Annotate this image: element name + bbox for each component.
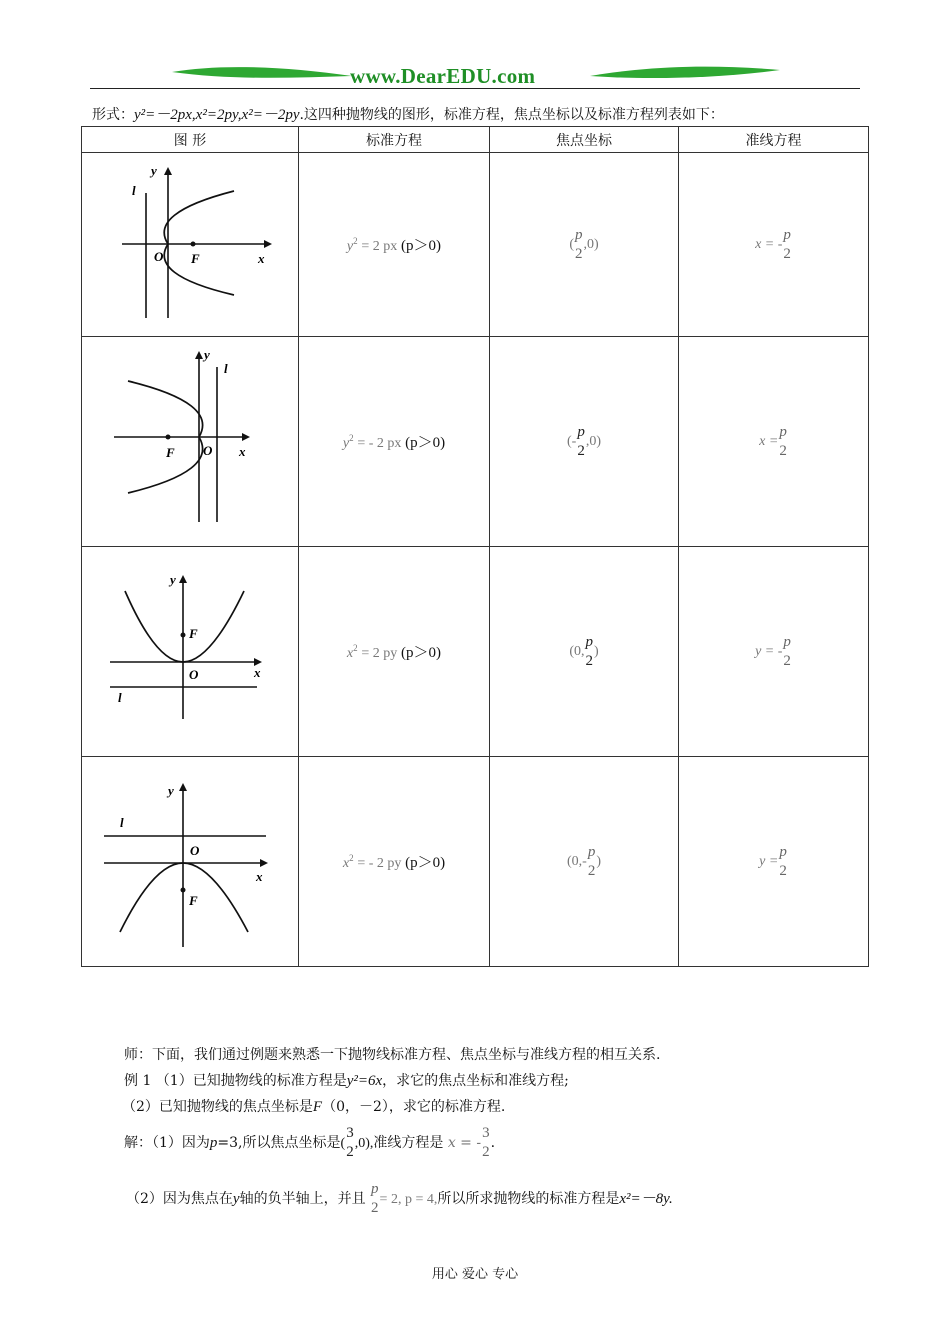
solution-2-line: （2）因为焦点在y轴的负半轴上，并且 p 2 = 2, p = 4,所以所求抛物线的标准方程是x²=－8y. xyxy=(126,1181,673,1216)
directrix-cell xyxy=(679,757,869,967)
eq-rhs: = 2 px xyxy=(361,239,398,254)
directrix-cell xyxy=(679,547,869,757)
solution-focus-fraction: 3 2 xyxy=(346,1125,354,1160)
parabola-graph-up xyxy=(82,547,298,756)
focus-tail: ) xyxy=(593,643,599,659)
x-label: x xyxy=(258,251,265,266)
header-directrix: 准线方程 xyxy=(679,127,869,153)
y-arrow-icon xyxy=(179,575,187,583)
eq-exp: 2 xyxy=(349,433,354,443)
focus-tail: ,0) xyxy=(585,433,601,449)
eq-cond: (p＞0) xyxy=(401,645,442,661)
dir-lhs: x = - xyxy=(755,236,783,252)
equation-cell xyxy=(299,153,490,337)
parabola-table xyxy=(81,126,869,967)
dir-lhs: y = xyxy=(759,853,779,869)
x-arrow-icon xyxy=(264,240,272,248)
table-row xyxy=(82,153,869,337)
directrix-cell xyxy=(679,153,869,337)
parabola-curve xyxy=(125,591,244,662)
focus-fraction: p 2 xyxy=(585,633,593,669)
focus-tail: ,0) xyxy=(583,236,599,252)
eq-rhs: = - 2 px xyxy=(357,436,402,451)
intro-suffix: .这四种抛物线的图形，标准方程，焦点坐标以及标准方程列表如下： xyxy=(299,107,724,123)
focus-label: F xyxy=(191,251,200,266)
header-equation: 标准方程 xyxy=(299,127,490,153)
eq-cond: (p＞0) xyxy=(405,855,446,871)
dir-fraction: p 2 xyxy=(779,423,787,459)
focus-open: (0, xyxy=(569,643,585,659)
focus-label: F xyxy=(166,445,175,460)
focus-cell xyxy=(489,337,678,547)
parabola-curve xyxy=(164,191,234,295)
directrix-label: l xyxy=(224,361,228,376)
parabola-curve xyxy=(120,863,248,932)
focus-tail: ) xyxy=(596,853,601,869)
focus-label: F xyxy=(189,893,198,908)
x-label: x xyxy=(239,444,246,459)
eq-exp: 2 xyxy=(353,643,358,653)
graph-cell xyxy=(82,337,299,547)
focus-fraction: p 2 xyxy=(577,423,585,459)
eq-cond: (p＞0) xyxy=(405,435,446,451)
graph-cell xyxy=(82,153,299,337)
directrix-cell xyxy=(679,337,869,547)
solution-1-line: 解：（1）因为p=3,所以焦点坐标是( 3 2 ,0),准线方程是 x = - 3 2 . xyxy=(124,1125,496,1160)
eq-exp: 2 xyxy=(353,236,358,246)
directrix-label: l xyxy=(118,690,122,705)
site-logo-text: www.DearEDU.com xyxy=(350,64,536,88)
equation-cell xyxy=(299,757,490,967)
x-label: x xyxy=(256,869,263,884)
eq-lhs: x xyxy=(346,646,354,661)
x-arrow-icon xyxy=(242,433,250,441)
parabola-graph-left xyxy=(82,337,298,546)
focus-label: F xyxy=(189,626,198,641)
eq-lhs: x xyxy=(342,856,350,871)
directrix-label: l xyxy=(132,183,136,198)
focus-point xyxy=(191,242,196,247)
focus-fraction: p 2 xyxy=(574,226,583,262)
y-label: y xyxy=(204,347,210,362)
focus-fraction: p 2 xyxy=(587,843,596,879)
dir-lhs: y = - xyxy=(755,643,783,659)
focus-cell xyxy=(489,547,678,757)
solution-directrix-fraction: 3 2 xyxy=(482,1125,490,1160)
table-row xyxy=(82,547,869,757)
example-1-line: 例 1 （1）已知抛物线的标准方程是y²=6x，求它的焦点坐标和准线方程; xyxy=(124,1073,569,1089)
eq-exp: 2 xyxy=(349,853,354,863)
parabola-graph-right xyxy=(82,153,298,336)
solution-2-fraction: p 2 xyxy=(371,1181,379,1216)
y-label: y xyxy=(168,783,174,798)
table-row xyxy=(82,337,869,547)
intro-prefix: 形式： xyxy=(92,107,134,123)
focus-cell xyxy=(489,757,678,967)
focus-point xyxy=(181,633,186,638)
dir-lhs: x = xyxy=(759,433,779,449)
origin-label: O xyxy=(190,843,200,858)
y-label: y xyxy=(151,163,157,178)
focus-point xyxy=(166,435,171,440)
dir-fraction: p 2 xyxy=(783,226,791,262)
dir-fraction: p 2 xyxy=(779,843,787,879)
table-header-row xyxy=(82,127,869,153)
origin-label: O xyxy=(189,667,199,682)
header-divider xyxy=(90,88,860,89)
origin-label: O xyxy=(154,249,164,264)
eq-cond: (p＞0) xyxy=(401,238,442,254)
intro-line xyxy=(92,103,724,124)
origin-label: O xyxy=(203,443,213,458)
header-graph: 图 形 xyxy=(82,127,299,153)
focus-open: ( xyxy=(569,236,574,252)
dir-fraction: p 2 xyxy=(783,633,791,669)
eq-lhs: y xyxy=(342,436,350,451)
teacher-paragraph: 师：下面，我们通过例题来熟悉一下抛物线标准方程、焦点坐标与准线方程的相互关系. xyxy=(124,1047,661,1063)
eq-rhs: = - 2 py xyxy=(357,856,402,871)
focus-point xyxy=(181,888,186,893)
focus-open: (- xyxy=(566,433,577,449)
eq-rhs: = 2 py xyxy=(361,646,398,661)
y-label: y xyxy=(170,572,176,587)
example-2-line: （2）已知抛物线的焦点坐标是F（0，－2），求它的标准方程. xyxy=(122,1099,506,1115)
graph-cell xyxy=(82,547,299,757)
header-focus: 焦点坐标 xyxy=(489,127,678,153)
equation-cell xyxy=(299,337,490,547)
y-arrow-icon xyxy=(164,167,172,175)
equation-cell xyxy=(299,547,490,757)
x-label: x xyxy=(254,665,261,680)
eq-lhs: y xyxy=(346,239,354,254)
graph-cell xyxy=(82,757,299,967)
intro-forms: y²=－2px,x²=2py,x²=－2py xyxy=(134,107,300,123)
x-arrow-icon xyxy=(260,859,268,867)
directrix-label: l xyxy=(120,815,124,830)
page-footer: 用心 爱心 专心 xyxy=(431,1267,519,1282)
focus-open: (0,- xyxy=(566,853,587,869)
focus-cell xyxy=(489,153,678,337)
y-arrow-icon xyxy=(179,783,187,791)
parabola-graph-down xyxy=(82,757,298,966)
table-row xyxy=(82,757,869,967)
y-arrow-icon xyxy=(195,351,203,359)
